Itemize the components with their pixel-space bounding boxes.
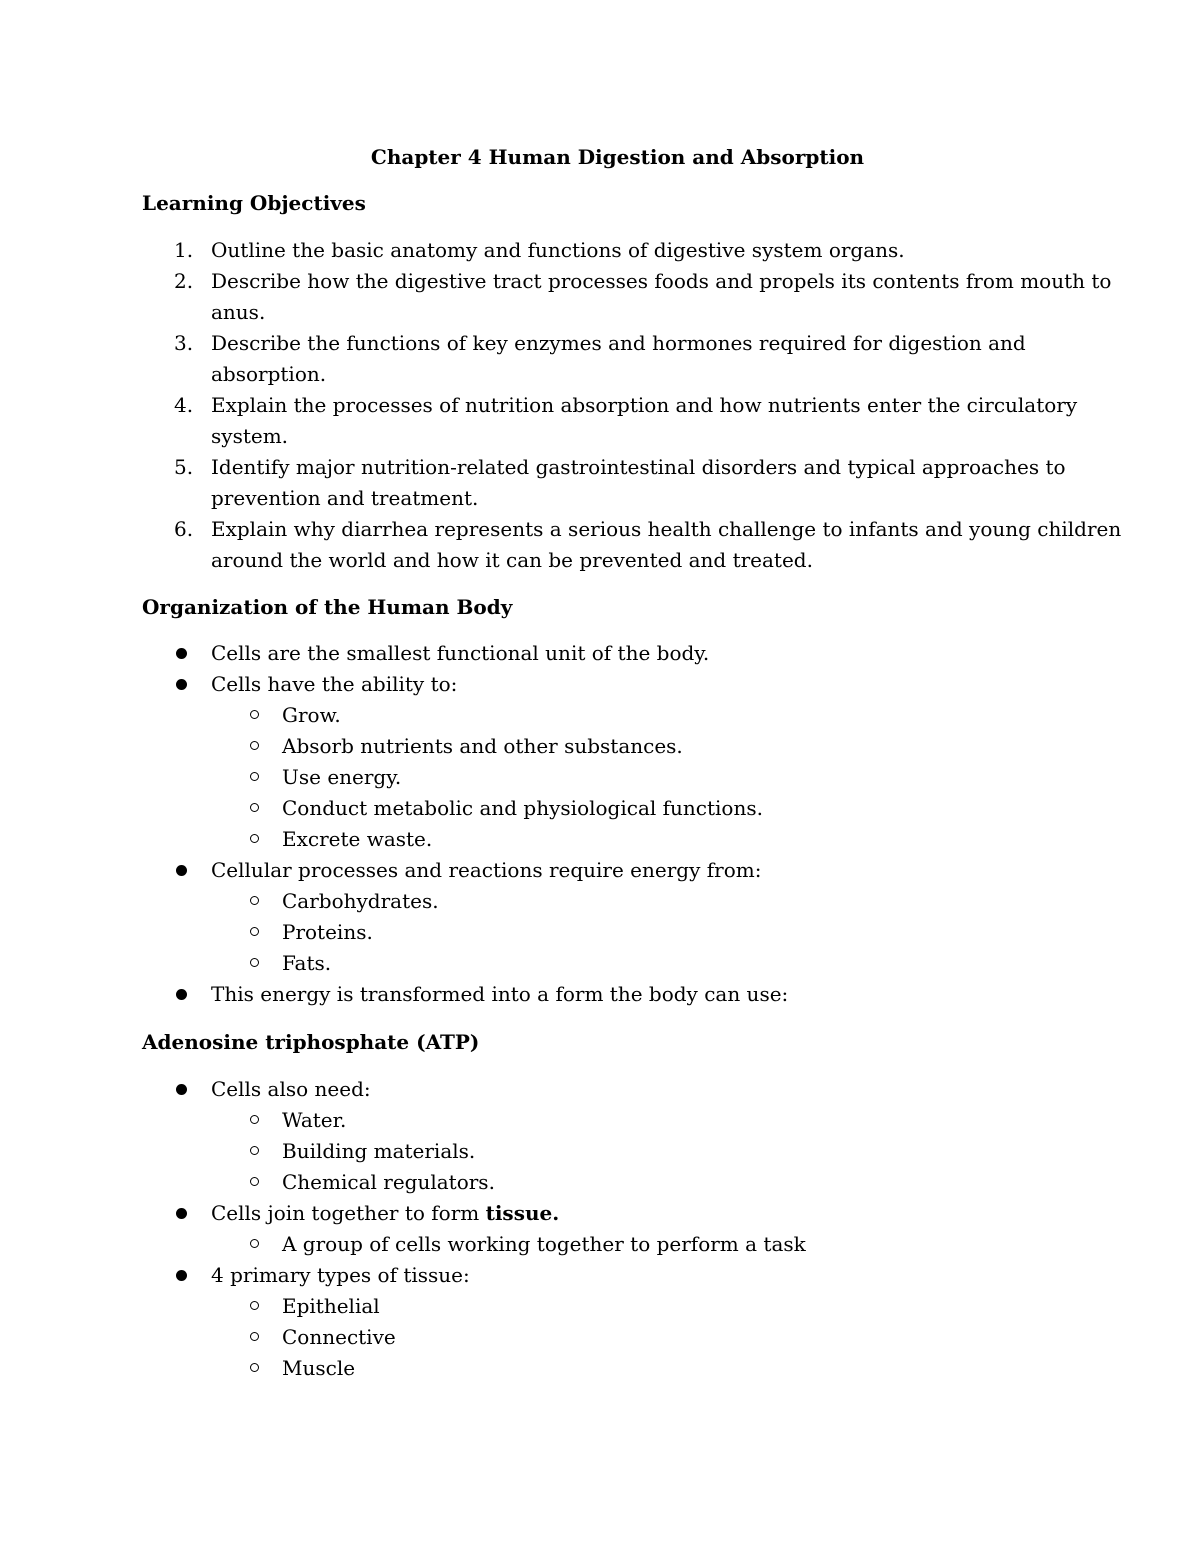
objective-text: Outline the basic anatomy and functions of digestive system organs. bbox=[211, 238, 905, 262]
organization-heading: Organization of the Human Body bbox=[142, 595, 513, 619]
objective-number: 5. bbox=[174, 455, 194, 479]
list-item: This energy is transformed into a form the body can use: bbox=[211, 982, 789, 1006]
bullet-icon bbox=[176, 1270, 187, 1281]
sub-bullet-icon bbox=[250, 1363, 259, 1372]
objective-text-continuation: system. bbox=[211, 424, 289, 448]
sub-list-item: Carbohydrates. bbox=[282, 889, 439, 913]
list-item-text: Cells join together to form bbox=[211, 1201, 486, 1225]
sub-bullet-icon bbox=[250, 896, 259, 905]
sub-list-item: Conduct metabolic and physiological functions. bbox=[282, 796, 763, 820]
bullet-icon bbox=[176, 1208, 187, 1219]
sub-list-item: A group of cells working together to perform a task bbox=[282, 1232, 806, 1256]
sub-list-item: Water. bbox=[282, 1108, 347, 1132]
objective-number: 3. bbox=[174, 331, 194, 355]
page-title: Chapter 4 Human Digestion and Absorption bbox=[370, 145, 865, 169]
sub-list-item: Connective bbox=[282, 1325, 396, 1349]
sub-bullet-icon bbox=[250, 834, 259, 843]
sub-bullet-icon bbox=[250, 803, 259, 812]
objective-text-continuation: anus. bbox=[211, 300, 266, 324]
learning-objectives-heading: Learning Objectives bbox=[142, 191, 366, 215]
objective-text: Describe how the digestive tract processes foods and propels its contents from mouth to bbox=[211, 269, 1112, 293]
sub-list-item: Fats. bbox=[282, 951, 332, 975]
bullet-icon bbox=[176, 1084, 187, 1095]
objective-text-continuation: absorption. bbox=[211, 362, 327, 386]
sub-list-item: Proteins. bbox=[282, 920, 373, 944]
list-item: 4 primary types of tissue: bbox=[211, 1263, 470, 1287]
sub-list-item: Excrete waste. bbox=[282, 827, 433, 851]
sub-bullet-icon bbox=[250, 1301, 259, 1310]
objective-number: 1. bbox=[174, 238, 194, 262]
objective-text: Describe the functions of key enzymes and hormones required for digestion and bbox=[211, 331, 1026, 355]
list-item: Cells also need: bbox=[211, 1077, 371, 1101]
sub-bullet-icon bbox=[250, 958, 259, 967]
sub-bullet-icon bbox=[250, 741, 259, 750]
sub-list-item: Absorb nutrients and other substances. bbox=[282, 734, 683, 758]
sub-list-item: Grow. bbox=[282, 703, 341, 727]
sub-bullet-icon bbox=[250, 1177, 259, 1186]
list-item: Cells are the smallest functional unit of the body. bbox=[211, 641, 710, 665]
bullet-icon bbox=[176, 865, 187, 876]
objective-number: 4. bbox=[174, 393, 194, 417]
bullet-icon bbox=[176, 989, 187, 1000]
sub-list-item: Muscle bbox=[282, 1356, 356, 1380]
objective-text: Explain why diarrhea represents a serious health challenge to infants and young children bbox=[211, 517, 1122, 541]
list-item bbox=[211, 1199, 559, 1227]
tissue-term: tissue. bbox=[485, 1201, 560, 1225]
objective-text-continuation: prevention and treatment. bbox=[211, 486, 479, 510]
sub-bullet-icon bbox=[250, 1239, 259, 1248]
list-item: Cellular processes and reactions require energy from: bbox=[211, 858, 762, 882]
objective-text-continuation: around the world and how it can be prevented and treated. bbox=[211, 548, 813, 572]
bullet-icon bbox=[176, 648, 187, 659]
list-item: Cells have the ability to: bbox=[211, 672, 458, 696]
sub-bullet-icon bbox=[250, 927, 259, 936]
objective-text: Explain the processes of nutrition absorption and how nutrients enter the circulatory bbox=[211, 393, 1078, 417]
atp-heading: Adenosine triphosphate (ATP) bbox=[142, 1030, 480, 1054]
objective-text: Identify major nutrition-related gastrointestinal disorders and typical approaches to bbox=[211, 455, 1066, 479]
sub-bullet-icon bbox=[250, 1146, 259, 1155]
sub-list-item: Building materials. bbox=[282, 1139, 476, 1163]
sub-bullet-icon bbox=[250, 772, 259, 781]
objective-number: 6. bbox=[174, 517, 194, 541]
sub-bullet-icon bbox=[250, 710, 259, 719]
bullet-icon bbox=[176, 679, 187, 690]
sub-list-item: Use energy. bbox=[282, 765, 402, 789]
sub-list-item: Epithelial bbox=[282, 1294, 380, 1318]
sub-bullet-icon bbox=[250, 1115, 259, 1124]
objective-number: 2. bbox=[174, 269, 194, 293]
sub-list-item: Chemical regulators. bbox=[282, 1170, 495, 1194]
sub-bullet-icon bbox=[250, 1332, 259, 1341]
